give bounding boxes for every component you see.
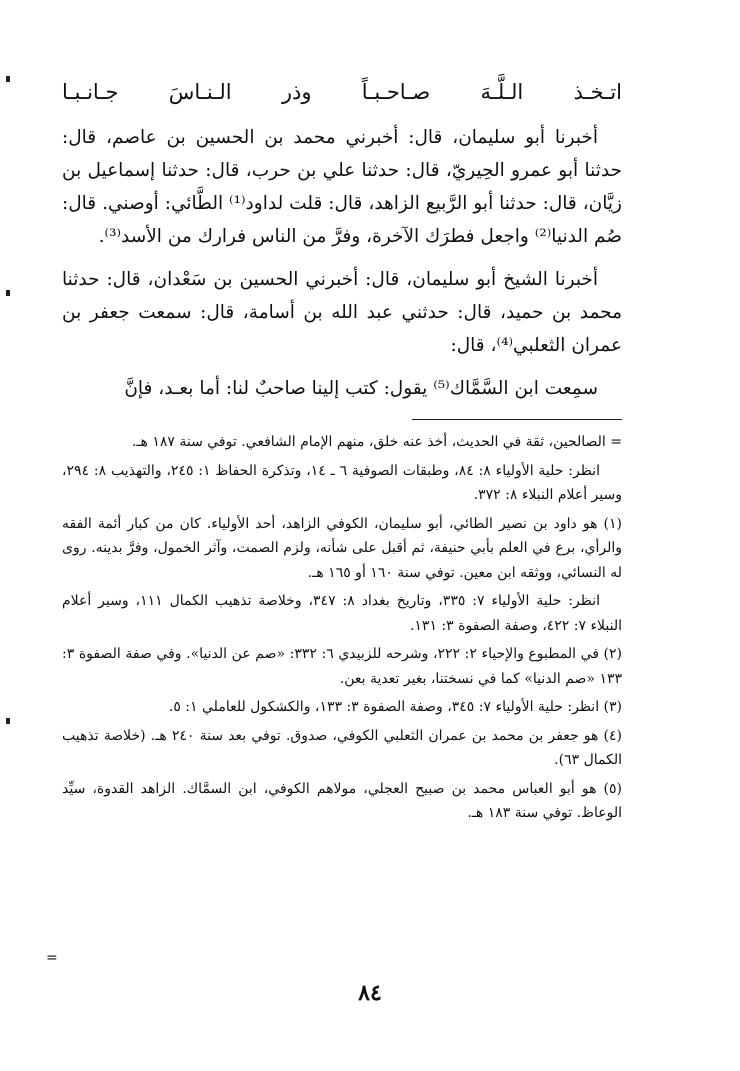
footnote: (١) هو داود بن نصير الطائي، أبو سليمان، الكوفي الزاهد، أحد الأولياء. كان من كبار أئمة الفقه والرأي، برع في العلم بأبي حنيفة، ثم أقبل على شأنه، ولزم الصمت، وآثر الخمول، وفرَّ بدينه. روى له النسائي، ووثقه ابن معين. توفي سنة ١٦٠ أو ١٦٥ هـ. — [62, 515, 622, 581]
verse-word: صـاحـبـاً — [361, 80, 431, 104]
verse-word: جـانـبـا — [62, 80, 119, 104]
body-paragraph: أخبرنا الشيخ أبو سليمان، قال: أخبرني الحسين بن سَعْدان، قال: حدثنا محمد بن حميد، قال: حدثني عبد الله بن أسامة، قال: سمعت جعفر بن عمران الثعلبي⁽⁴⁾، قال: — [62, 269, 622, 357]
verse-word: وذر — [281, 80, 312, 104]
verse-word: اتـخـذ — [573, 80, 622, 104]
margin-dot-top — [6, 76, 10, 82]
continuation-mark: = — [46, 950, 58, 966]
footnote: (٤) هو جعفر بن محمد بن عمران الثعلبي الكوفي، صدوق. توفي بعد سنة ٢٤٠ هـ. (خلاصة تذهيب الكمال ٦٣). — [62, 727, 623, 769]
footnote: انظر: حلية الأولياء ٨: ٨٤، وطبقات الصوفية ٦ ـ ١٤، وتذكرة الحفاظ ١: ٢٤٥، والتهذيب ٨: ٢٩٤، وسير أعلام النبلاء ٨: ٣٧٢. — [62, 462, 622, 504]
margin-dot-lower — [6, 718, 10, 724]
verse-word: الـنـاسَ — [168, 80, 232, 104]
body-paragraph: سمِعت ابن السَّمَّاك⁽⁵⁾ يقول: كتب إلينا صاحبٌ لنا: أما بعـد، فإنَّ — [124, 378, 598, 400]
body-paragraph: أخبرنا أبو سليمان، قال: أخبرني محمد بن الحسين بن عاصم، قال: حدثنا أبو عمرو الحِيريّ، قال: حدثنا علي بن حرب، قال: حدثنا إسماعيل بن زيَّان، قال: حدثنا أبو الرَّبيع الزاهد، قال: قلت لداود⁽¹⁾ الطَّائي: أوصني. قال: صُم الدنيا⁽²⁾ واجعل فطرَك الآخرة، وفرَّ من الناس فرارك من الأسد⁽³⁾. — [62, 127, 622, 248]
page-number: ٨٤ — [358, 980, 382, 1006]
page-body — [62, 78, 622, 830]
footnote: (٣) انظر: حلية الأولياء ٧: ٣٤٥، وصفة الصفوة ٣: ١٣٣، والكشكول للعاملي ١: ٥. — [168, 699, 622, 716]
footnote: (٥) هو أبو العباس محمد بن صبيح العجلي، مولاهم الكوفي، ابن السمَّاك. الزاهد القدوة، سيِّد الوعاظ. توفي سنة ١٨٣ هـ. — [62, 780, 622, 822]
footnotes — [62, 430, 622, 826]
verse-line — [62, 78, 622, 107]
footnote: = الصالحين، ثقة في الحديث، أخذ عنه خلق، منهم الإمام الشافعي. توفي سنة ١٨٧ هـ. — [131, 434, 622, 451]
verse-word: الـلَّـهَ — [480, 80, 524, 104]
footnote: (٢) في المطبوع والإحياء ٢: ٢٢٢، وشرحه للزبيدي ٦: ٣٣٢: «صم عن الدنيا». وفي صفة الصفوة ٣: ١٣٣ «صم الدنيا» كما في نسختنا، بغير تعدية بعن. — [62, 646, 622, 687]
footnote-separator — [412, 419, 622, 420]
footnote: انظر: حلية الأولياء ٧: ٣٣٥، وتاريخ بغداد ٨: ٣٤٧، وخلاصة تذهيب الكمال ١١١، وسير أعلام النبلاء ٧: ٤٢٢، وصفة الصفوة ٣: ١٣١. — [62, 593, 622, 634]
margin-dot-middle — [6, 290, 10, 296]
